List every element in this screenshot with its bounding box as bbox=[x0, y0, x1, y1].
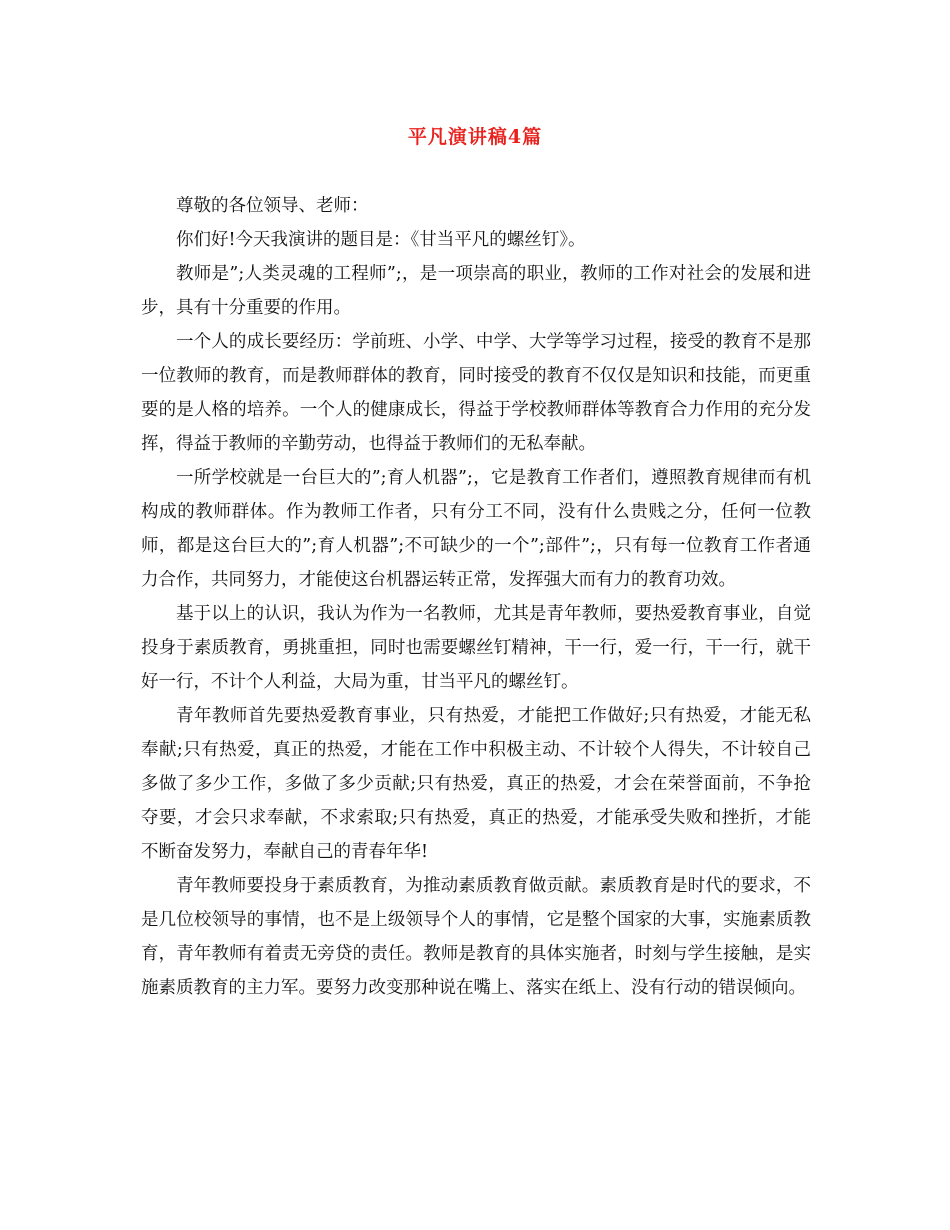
paragraph: 基于以上的认识，我认为作为一名教师，尤其是青年教师，要热爱教育事业，自觉投身于素质教育，勇挑重担，同时也需要螺丝钉精神，干一行，爱一行，干一行，就干好一行，不计个人利益，大局为重，甘当平凡的螺丝钉。 bbox=[141, 604, 811, 692]
paragraph: 一个人的成长要经历：学前班、小学、中学、大学等学习过程，接受的教育不是那一位教师的教育，而是教师群体的教育，同时接受的教育不仅仅是知识和技能，而更重要的是人格的培养。一个人的健康成长，得益于学校教师群体等教育合力作用的充分发挥，得益于教师的辛勤劳动，也得益于教师们的无私奉献。 bbox=[141, 332, 811, 454]
paragraph: 青年教师首先要热爱教育事业，只有热爱，才能把工作做好;只有热爱，才能无私奉献;只有热爱，真正的热爱，才能在工作中积极主动、不计较个人得失，不计较自己多做了多少工作，多做了多少贡献;只有热爱，真正的热爱，才会在荣誉面前，不争抢夺要，才会只求奉献，不求索取;只有热爱，真正的热爱，才能承受失败和挫折，才能不断奋发努力，奉献自己的青春年华! bbox=[141, 706, 811, 862]
paragraph: 青年教师要投身于素质教育，为推动素质教育做贡献。素质教育是时代的要求，不是几位校领导的事情，也不是上级领导个人的事情，它是整个国家的大事，实施素质教育，青年教师有着责无旁贷的责任。教师是教育的具体实施者，时刻与学生接触，是实施素质教育的主力军。要努力改变那种说在嘴上、落实在纸上、没有行动的错误倾向。 bbox=[141, 876, 811, 998]
paragraph-greeting: 尊敬的各位领导、老师： bbox=[176, 196, 369, 216]
document-body bbox=[141, 189, 811, 1005]
paragraph: 教师是”;人类灵魂的工程师”;，是一项崇高的职业，教师的工作对社会的发展和进步，具有十分重要的作用。 bbox=[141, 264, 811, 318]
paragraph: 一所学校就是一台巨大的”;育人机器”;，它是教育工作者们，遵照教育规律而有机构成的教师群体。作为教师工作者，只有分工不同，没有什么贵贱之分，任何一位教师，都是这台巨大的”;育人机器”;不可缺少的一个”;部件”;，只有每一位教育工作者通力合作，共同努力，才能使这台机器运转正常，发挥强大而有力的教育功效。 bbox=[141, 468, 811, 590]
document-title: 平凡演讲稿4篇 bbox=[407, 126, 543, 148]
paragraph-intro: 你们好!今天我演讲的题目是：《甘当平凡的螺丝钉》。 bbox=[176, 230, 586, 250]
